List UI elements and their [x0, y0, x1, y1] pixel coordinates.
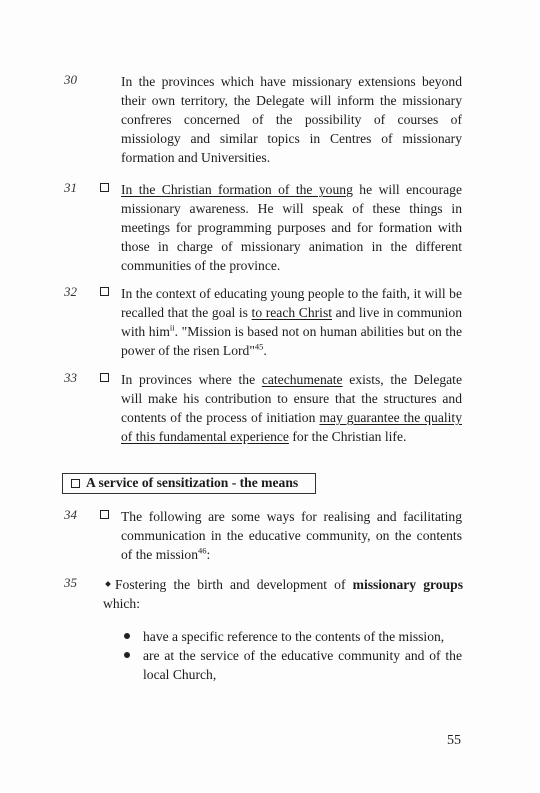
paragraph-number: 31 — [64, 180, 77, 195]
paragraph-text: In the context of educating young people to the faith, it will be recalled that the goal is to reach Christ and live in communion with him$^{ii}$. "Mission is based not on human abilities but on the power of the risen Lord"$^{45}$. — [121, 286, 463, 358]
page-number: 55 — [447, 733, 461, 748]
paragraph-number: 32 — [64, 284, 77, 299]
footnote-marker: 46 — [198, 545, 207, 556]
paragraph-number: 33 — [64, 370, 77, 385]
checkbox-square-icon — [71, 479, 80, 488]
paragraph-text: The following are some ways for realising and facilitating communication in the educative community, on the contents of the mission$^{46}$: — [121, 509, 462, 562]
checkbox-square-icon — [100, 510, 109, 519]
bullet-dot-icon — [124, 652, 130, 658]
paragraph-text: In the Christian formation of the young he will encourage missionary awareness. He will speak of these things in meetings for programming purposes and for formation with those in charge of missionary animation in the different communities of the province. — [121, 182, 462, 273]
paragraph-number: 35 — [64, 575, 77, 590]
underlined-phrase: may guarantee the quality of this fundamental experience — [121, 410, 462, 444]
bullet-list — [121, 627, 462, 684]
checkbox-square-icon — [100, 373, 109, 382]
diamond-bullet-icon — [105, 581, 111, 587]
checkbox-square-icon — [100, 287, 109, 296]
paragraph-number: 34 — [64, 507, 77, 522]
paragraph-text: In provinces where the catechumenate exists, the Delegate will make his contribution to ensure that the structures and contents of the process of initiation may guarantee the quality of this fundamental experience for the Christian life. — [121, 372, 462, 444]
list-item: are at the service of the educative community and of the local Church, — [121, 646, 462, 684]
section-heading-box — [62, 473, 316, 494]
footnote-marker: ii — [169, 322, 175, 333]
section-heading: A service of sensitization - the means — [86, 475, 299, 490]
checkbox-square-icon — [100, 183, 109, 192]
paragraph-text: Fostering the birth and development of missionary groups which: — [103, 577, 463, 611]
paragraph-text: In the provinces which have missionary extensions beyond their own territory, the Delegate will inform the missionary confreres concerned of the possibility of courses of missiology and similar topics in Centres of missionary formation and Universities. — [121, 74, 462, 165]
list-item: have a specific reference to the contents of the mission, — [121, 627, 462, 646]
bullet-dot-icon — [124, 633, 130, 639]
bold-phrase: missionary groups — [352, 577, 463, 592]
underlined-phrase: In the Christian formation of the young — [121, 182, 353, 197]
underlined-phrase: to reach Christ — [251, 305, 333, 320]
footnote-marker: 45 — [254, 341, 264, 352]
underlined-phrase: catechumenate — [261, 372, 343, 387]
paragraph-number: 30 — [64, 72, 77, 87]
